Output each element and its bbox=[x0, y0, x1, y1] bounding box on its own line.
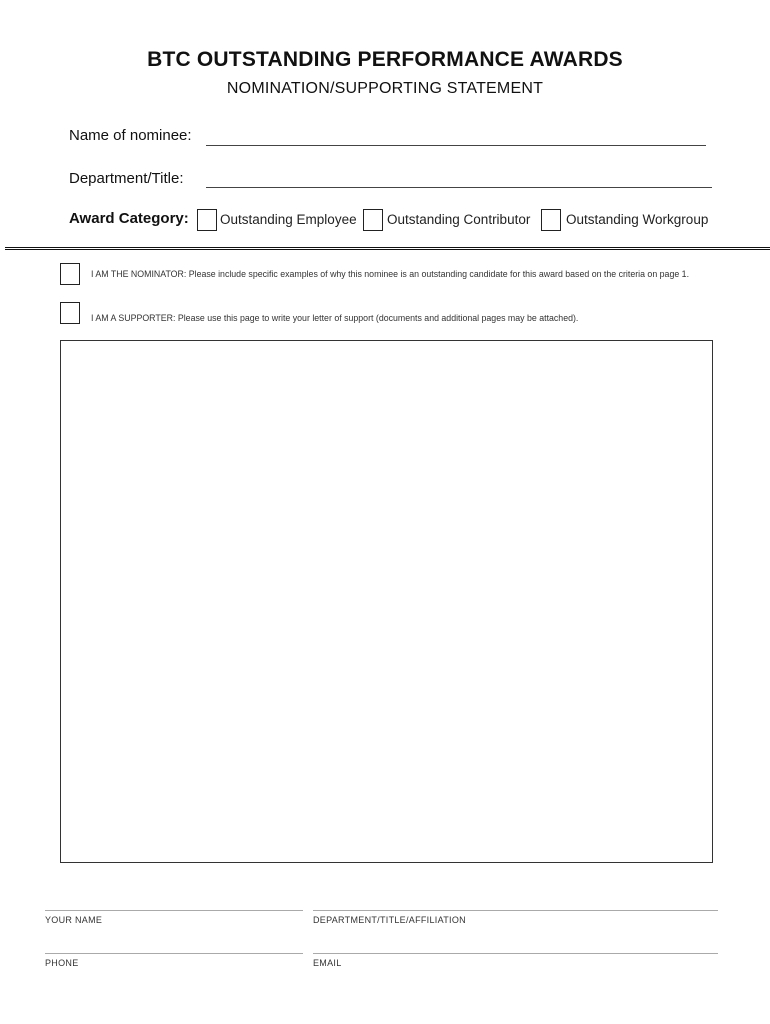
department-affiliation-label: DEPARTMENT/TITLE/AFFILIATION bbox=[313, 915, 466, 925]
nominee-label: Name of nominee bbox=[69, 127, 188, 144]
supporter-option-text: I AM A SUPPORTER: Please use this page to write your letter of support (documents and additional pages may be attached). bbox=[91, 313, 579, 323]
nominee-label-group bbox=[69, 127, 192, 144]
checkbox-outstanding-workgroup[interactable] bbox=[541, 209, 561, 231]
checkbox-outstanding-contributor[interactable] bbox=[363, 209, 383, 231]
page-title: BTC OUTSTANDING PERFORMANCE AWARDS bbox=[147, 48, 623, 71]
page-subtitle: NOMINATION/SUPPORTING STATEMENT bbox=[226, 80, 544, 97]
award-category-label: Award Category: bbox=[69, 210, 189, 227]
category-label-employee: Outstanding Employee bbox=[220, 212, 357, 227]
your-name-line[interactable] bbox=[45, 910, 303, 911]
nominee-colon: : bbox=[187, 127, 192, 144]
category-label-workgroup: Outstanding Workgroup bbox=[566, 212, 709, 227]
section-divider bbox=[5, 247, 770, 250]
category-label-contributor: Outstanding Contributor bbox=[387, 212, 531, 227]
checkbox-supporter[interactable] bbox=[60, 302, 80, 324]
department-input-line[interactable] bbox=[206, 187, 712, 188]
phone-label: PHONE bbox=[45, 958, 79, 968]
your-name-label: YOUR NAME bbox=[45, 915, 103, 925]
email-label: EMAIL bbox=[313, 958, 342, 968]
email-line[interactable] bbox=[313, 953, 718, 954]
phone-line[interactable] bbox=[45, 953, 303, 954]
nominee-input-line[interactable] bbox=[206, 145, 706, 146]
checkbox-nominator[interactable] bbox=[60, 263, 80, 285]
department-label: Department/Title: bbox=[69, 170, 184, 187]
department-affiliation-line[interactable] bbox=[313, 910, 718, 911]
nominator-option-text: I AM THE NOMINATOR: Please include specific examples of why this nominee is an outstanding candidate for this award based on the criteria on page 1. bbox=[91, 269, 690, 279]
checkbox-outstanding-employee[interactable] bbox=[197, 209, 217, 231]
statement-text-area[interactable] bbox=[60, 340, 713, 863]
